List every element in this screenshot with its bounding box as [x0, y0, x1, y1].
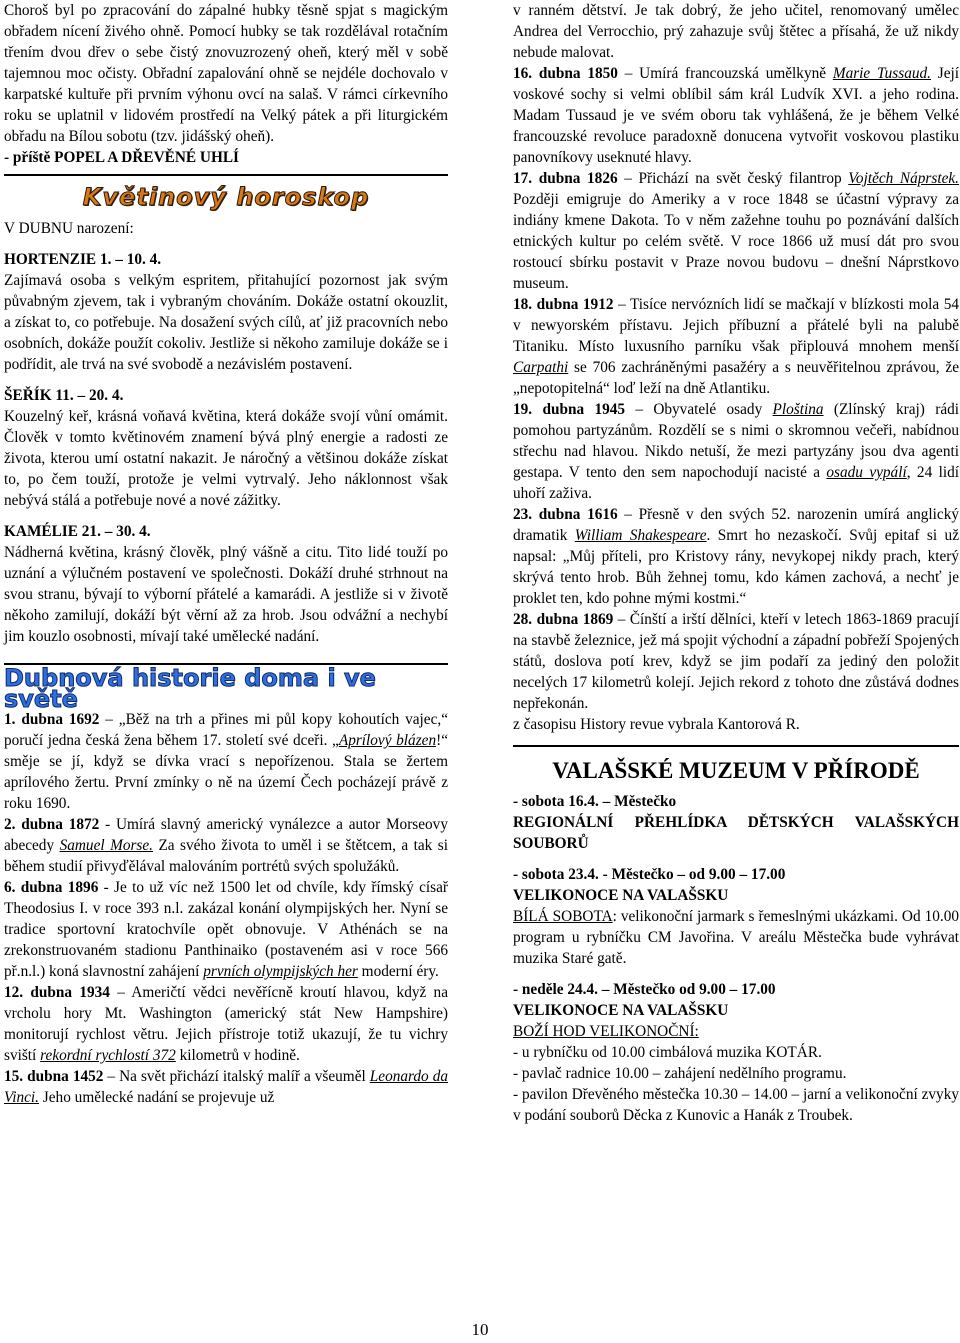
horoscope-intro: V DUBNU narození: — [4, 220, 134, 237]
history-link[interactable]: Aprílový blázen — [338, 732, 437, 749]
history-text: Za svého života to uměl i se štětcem, a tak si během studií přivyďělával malováním portrétů svých spolužáků. — [4, 837, 448, 875]
history-link[interactable]: William Shakespeare — [574, 527, 707, 544]
event-item: - pavlač radnice 10.00 – zahájení nedělního programu. — [513, 1065, 847, 1082]
history-link[interactable]: Carpathi — [513, 359, 569, 376]
horoscope-text: Zajímavá osoba s velkým espritem, přitahující pozornost jak svým půvabným zjevem, tak i vybraným chováním. Dokáže ostatní okouzlit, a získat to, co potřebuje. Na dosažení svých cílů, ať již pracovních nebo osobních, dokáže použít cokoliv. Jestliže si někoho zamiluje dokáže se i podřídit, ale trvá na své svobodě a nezávislém postavení. — [4, 272, 448, 373]
history-text: – Přesně v den svých 52. narozenin umírá anglický dramatik — [513, 506, 959, 544]
history-date: 12. dubna 1934 — [4, 984, 110, 1001]
history-text: Jeho umělecké nadání se projevuje už — [38, 1089, 275, 1106]
history-entry — [513, 609, 959, 714]
history-entry — [4, 877, 448, 982]
horoscope-text: Nádherná květina, krásný člověk, plný vášně a citu. Tito lidé touží po uznání a výlučném postavení ve společnosti. Dokáží druhé strhnout na svou stranu, bývají to výborní přátelé a kamarádi. A jestliže si v životě někoho zamilují, dokáží být věrní až za hrob. Jsou odvážní a nechybí jim kouzlo osobnosti, mívají také umělecké nadání. — [4, 544, 448, 645]
history-entry — [4, 982, 448, 1066]
horoscope-heading: HORTENZIE 1. – 10. 4. — [4, 251, 162, 268]
section-divider — [513, 745, 959, 747]
horoscope-text: Kouzelný keř, krásná voňavá květina, která dokáže svojí vůní omámit. Člověk v tomto květinovém znamení bývá plný energie a radosti ze života, kterou umí ostatní nakazit. Je náročný a většinou dokáže získat to, po čem touží, protože je velmi vytrvalý. Jeho náklonnost však nebývá stálá a potřebuje nové a nové zážitky. — [4, 408, 448, 509]
history-date: 17. dubna 1826 — [513, 170, 618, 187]
history-text: se 706 zachráněnými pasažéry a s neuvěřitelnou zprávou, že „nepotopitelná“ loď leží na dně Atlantiku. — [513, 359, 959, 397]
event-title: VELIKONOCE NA VALAŠSKU — [513, 887, 729, 904]
history-text: , 24 lidí uhoří zaživa. — [513, 464, 959, 502]
history-date: 6. dubna 1896 — [4, 879, 99, 896]
horoscope-heading: KAMÉLIE 21. – 30. 4. — [4, 523, 151, 540]
history-date: 15. dubna 1452 — [4, 1068, 104, 1085]
event-item: - u rybníčku od 10.00 cimbálová muzika KOTÁR. — [513, 1044, 822, 1061]
page-number: 10 — [471, 1320, 489, 1339]
history-link[interactable]: Marie Tussaud. — [832, 65, 931, 82]
history-text: – Obyvatelé osady — [625, 401, 773, 418]
event-date-line: - sobota 16.4. – Městečko — [513, 793, 677, 810]
history-entry — [4, 814, 448, 877]
event-title: VELIKONOCE NA VALAŠSKU — [513, 1002, 729, 1019]
intro-paragraph — [4, 0, 448, 147]
event-item: - pavilon Dřevěného městečka 10.30 – 14.00 – jarní a velikonoční zvyky v podání souborů Děcka z Kunovic a Hanák z Troubek. — [513, 1086, 959, 1124]
history-entry — [513, 63, 959, 168]
history-entry — [513, 294, 959, 399]
event-body — [513, 906, 959, 969]
history-entry — [513, 168, 959, 294]
history-date: 16. dubna 1850 — [513, 65, 618, 82]
event-date-line: - neděle 24.4. – Městečko od 9.00 – 17.00 — [513, 981, 776, 998]
history-text: - Umírá slavný americký vynálezce a autor Morseovy abecedy — [4, 816, 448, 854]
history-link[interactable]: rekordní rychlostí 372 — [40, 1047, 176, 1064]
history-text: – Čínští a irští dělníci, kteří v letech 1863-1869 pracují na stavbě železnice, jež má spojit východní a západní pobřeží Spojených států, doslova potí krev, když se jim podaří za jediný den položit necelých 17 kilometrů kolejí. Jejich rekord z tohoto dne zůstává dodnes nepřekonán. — [513, 611, 959, 712]
history-text: - Je to už víc než 1500 let od chvíle, kdy římský císař Theodosius I. v roce 393 n.l. zakázal konání olympijských her. Nyní se tradice sportovní kratochvíle opět obnovuje. V Athénách se na zrekonstruovaném stadionu Panthinaiko (postaveném asi v roce 566 př.n.l.) koná slavnostní zahájení — [4, 879, 448, 980]
right-column — [513, 0, 959, 1126]
intro-text: Choroš byl po zpracování do zápalné hubky těsně spjat s magickým obřadem nícení živého ohně. Pomocí hubky se tak rozdělával rotačním třením dvou dřev o sebe čistý znovuzrozený oheň, který měl v sobě tajemnou moc očisty. Obřadní zapalování ohně se nejdéle dochovalo v karpatské kultuře při prvním výhonu ovcí na salaš. V rámci církevního roku se uplatnil v lidovém prostředí na Velký pátek a při liturgickém obřadu na Bílou sobotu (tzv. jidášský oheň). — [4, 2, 448, 145]
history-date: 18. dubna 1912 — [513, 296, 614, 313]
history-text: – Američtí vědci nevěřícně kroutí hlavou, když na vrcholu hory Mt. Washington (americký stát New Hampshire) monitorují rychlost větru. Jejich přístroje totiž ukazují, že tu vichry sviští — [4, 984, 448, 1064]
history-text: – Na svět přichází italský malíř a všeuměl — [103, 1068, 370, 1085]
history-entry — [4, 1066, 448, 1108]
section-divider — [4, 174, 448, 176]
history-link[interactable]: prvních olympijských her — [203, 963, 358, 980]
history-text: Její voskové sochy si velmi oblíbil sám král Ludvík XVI. a jeho rodina. Madam Tussaud je ve svém oboru tak vyhlášená, že je během Velké francouzské revoluce paradoxně donucena vytvořit voskovou plastiku panovníkovy useknuté hlavy. — [513, 65, 960, 166]
history-entry — [513, 504, 959, 609]
history-text: – Umírá francouzská umělkyně — [617, 65, 833, 82]
event-subtitle: BÍLÁ SOBOTA — [513, 908, 613, 925]
history-date: 19. dubna 1945 — [513, 401, 626, 418]
history-date: 2. dubna 1872 — [4, 816, 100, 833]
history-date: 28. dubna 1869 — [513, 611, 614, 628]
history-date: 23. dubna 1616 — [513, 506, 618, 523]
history-banner-text: Dubnová historie doma i ve světě — [4, 664, 376, 713]
history-text: . Smrt ho nezaskočí. Svůj epitaf si už napsal: „Můj příteli, pro Kristovy rány, nevykopej nikdy prach, který skrývá tento hrob. Bůh žehnej tomu, kdo kámen zachová, a nechť je proklet ten, kdo pohne mými kostmi.“ — [513, 527, 959, 607]
event-subtitle: BOŽÍ HOD VELIKONOČNÍ: — [513, 1023, 699, 1040]
history-text: (Zlínský kraj) rádi pomohou partyzánům. Rozdělí se s nimi o skromnou večeři, nabídnou střechu nad hlavou. Nikdo netuší, že mezi partyzány jsou dva agenti gestapa. V tento den sem napochodují nacisté a — [513, 401, 960, 481]
history-text: Později emigruje do Ameriky a v roce 1848 se účastní výpravy za indiány kmene Dakota. To v něm zažehne touhu po poznávání dalších etnických kultur po celém světě. V roce 1866 už musí dát pro svou rostoucí sbírku postavit v Praze novou budovu – dnešní Náprstkovo museum. — [513, 191, 959, 292]
history-text: moderní éry. — [357, 963, 439, 980]
event-text: : velikonoční jarmark s řemeslnými ukázkami. Od 10.00 program u rybníčku CM Javořina. V areálu Městečka bude vyhrávat muzika Staré gatě. — [513, 908, 959, 967]
history-link[interactable]: Vojtěch Náprstek. — [848, 170, 959, 187]
history-text: – Tisíce nervózních lidí se mačkají v blízkosti mola 54 v newyorském přístavu. Jejich příbuzní a přátelé byli na palubě Titaniku. Místo luxusního parníku však připlouvá mnohem menší — [513, 296, 960, 355]
history-entry — [4, 709, 448, 814]
article-signature: z časopisu History revue vybrala Kantorová R. — [513, 716, 800, 733]
history-date: 1. dubna 1692 — [4, 711, 100, 728]
museum-title: VALAŠSKÉ MUZEUM V PŘÍRODĚ — [552, 758, 920, 783]
left-column — [4, 0, 448, 1108]
history-text: – „Běž na trh a přines mi půl kopy kohoutích vajec,“ poručí jedna česká žena během 17. století své dceři. „ — [4, 711, 448, 749]
event-title: REGIONÁLNÍ PŘEHLÍDKA DĚTSKÝCH VALAŠSKÝCH SOUBORŮ — [513, 814, 959, 852]
history-entry — [513, 399, 959, 504]
history-link[interactable]: Leonardo da Vinci. — [4, 1068, 448, 1106]
history-text: !“ směje se jí, když se dívka vrací s nepořízenou. Stala se žertem aprílového žertu. První zmínky o ně na území Čech pocházejí právě z roku 1690. — [4, 732, 448, 812]
history-continuation: v ranném dětství. Je tak dobrý, že jeho učitel, renomovaný umělec Andrea del Verrocchio, prý zahazuje svůj štětec a přísahá, že už nikdy nebude malovat. — [513, 2, 959, 61]
history-link[interactable]: Samuel Morse. — [59, 837, 153, 854]
horoscope-banner — [4, 182, 448, 212]
horoscope-banner-text: Květinový horoskop — [82, 182, 370, 211]
history-banner — [4, 664, 448, 713]
history-link[interactable]: Ploština — [772, 401, 824, 418]
history-link[interactable]: osadu vypálí — [826, 464, 907, 481]
next-issue-line: - příště POPEL A DŘEVĚNÉ UHLÍ — [4, 149, 240, 166]
history-text: kilometrů v hodině. — [175, 1047, 300, 1064]
horoscope-heading: ŠEŘÍK 11. – 20. 4. — [4, 387, 124, 404]
history-text: – Přichází na svět český filantrop — [617, 170, 849, 187]
event-date-line: - sobota 23.4. - Městečko – od 9.00 – 17.00 — [513, 866, 786, 883]
